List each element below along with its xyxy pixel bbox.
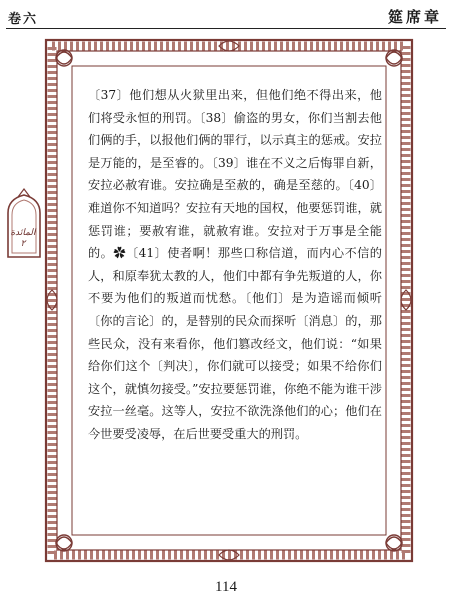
volume-label: 卷六 xyxy=(8,12,39,27)
surah-name: المائدة xyxy=(10,228,36,238)
corner-ornament-br xyxy=(386,535,402,551)
corner-ornament-bl xyxy=(56,535,72,551)
corner-ornament-tl xyxy=(56,50,72,66)
corner-ornament-tr xyxy=(386,50,402,66)
chapter-title: 筵席章 xyxy=(387,8,442,26)
surah-number: ٢ xyxy=(20,239,26,249)
surah-side-tab-label xyxy=(4,228,42,250)
page-number: 114 xyxy=(215,579,237,595)
verse-text: 〔37〕他们想从火狱里出来，但他们绝不得出来，他们将受永恒的刑罚。〔38〕偷盗的男女，你们当割去他们俩的手，以报他们俩的罪行，以示真主的惩戒。安拉是万能的，是至睿的。〔39〕谁在不义之后悔罪自新，安拉必赦宥谁。安拉确是至赦的，确是至慈的。〔40〕难道你不知道吗？安拉有天地的国权，他要惩罚谁，就惩罚谁；要赦宥谁，就赦宥谁。安拉对于万事是全能的。✿〔41〕使者啊！那些口称信道，而内心不信的人，和原奉犹太教的人，他们中都有争先叛道的人，你不要为他们的叛道而忧愁。〔他们〕是为造谣而倾听〔你的言论〕的，是替别的民众而探听〔消息〕的，那些民众，没有来看你，他们篡改经文，他们说：“如果给你们这个〔判决〕，你们就可以接受；如果不给你们这个，就慎勿接受。”安拉要惩罚谁，你绝不能为谁干涉安拉一丝毫。这等人，安拉不欲洗涤他们的心；他们在今世要受凌辱，在后世要受重大的刑罚。 xyxy=(88,88,382,441)
